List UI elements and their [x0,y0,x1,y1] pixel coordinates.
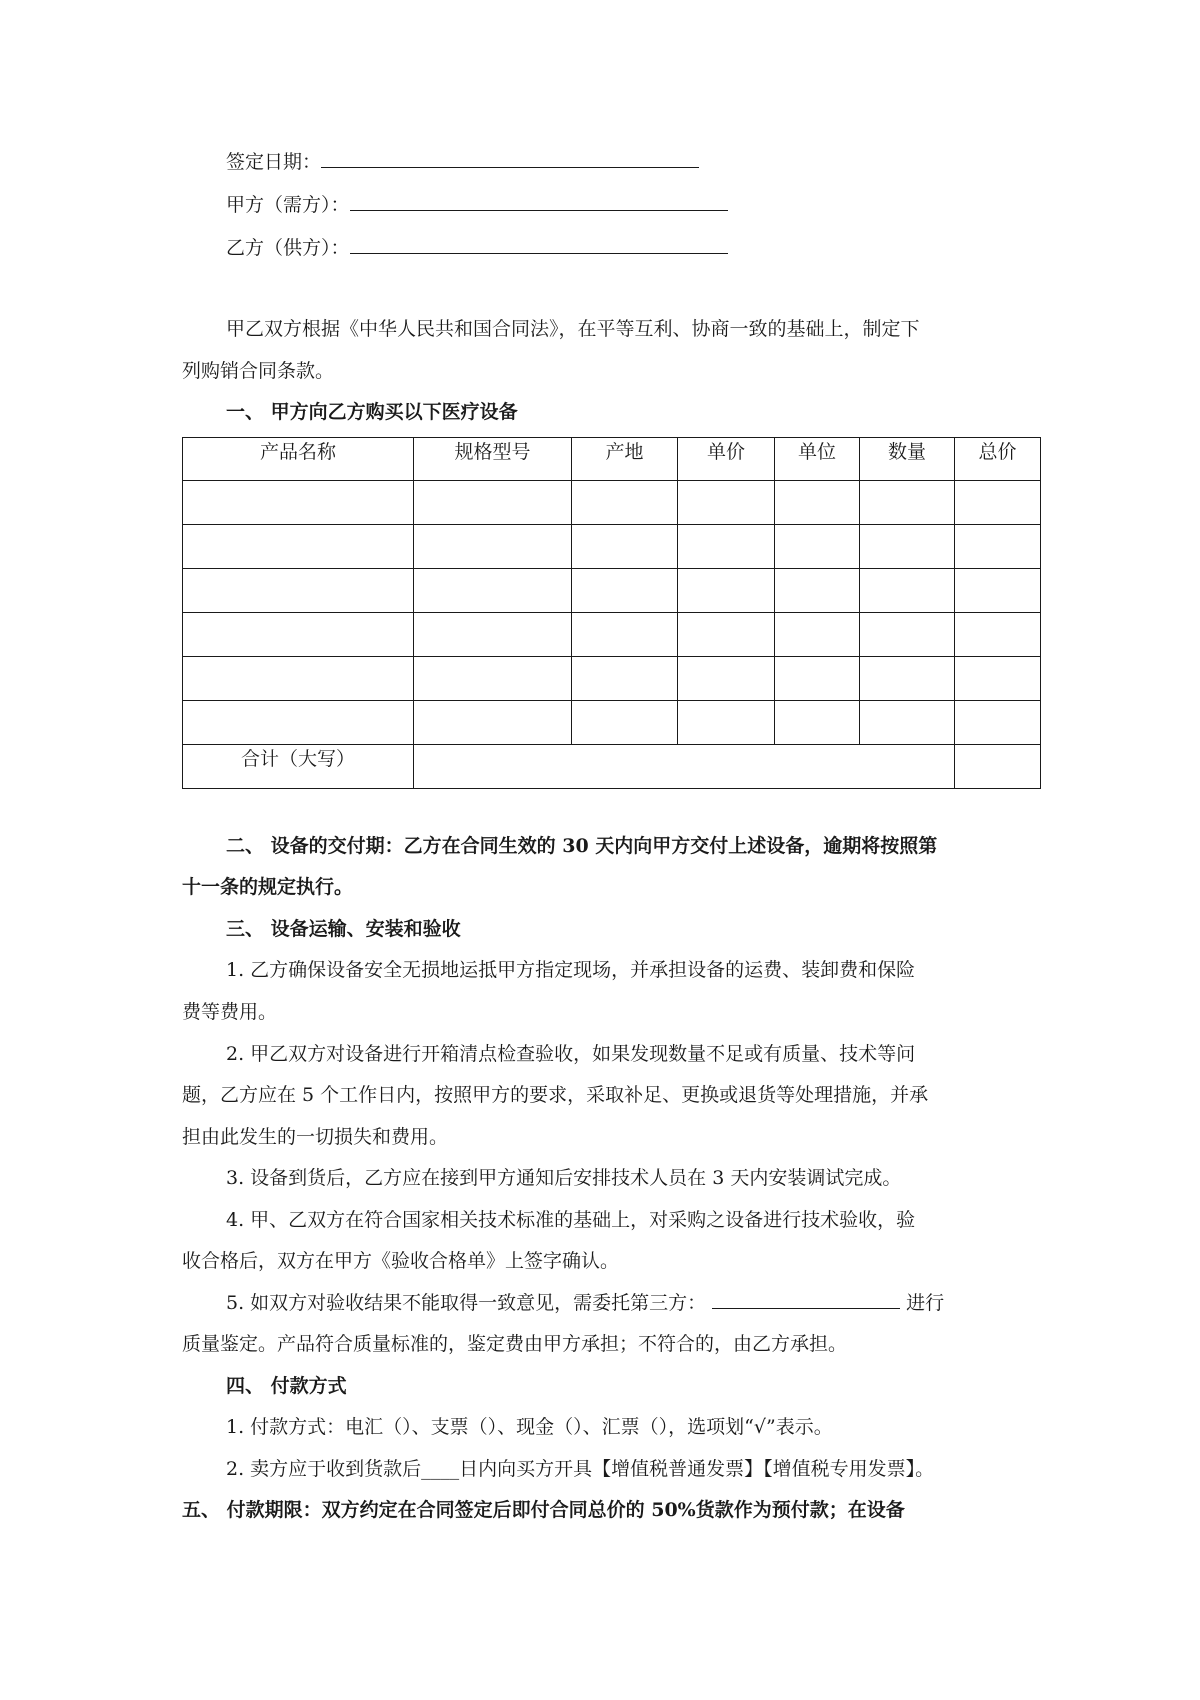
section-2-line-2: 十一条的规定执行。 [182,876,354,898]
intro-line-1: 甲乙双方根据《中华人民共和国合同法》，在平等互利、协商一致的基础上，制定下 [226,318,920,340]
party-a-blank[interactable] [350,193,728,211]
table-cell[interactable] [572,657,678,701]
sign-date-blank[interactable] [321,150,699,168]
section-4-item-1: 1. 付款方式：电汇（）、支票（）、现金（）、汇票（），选项划“√”表示。 [226,1416,833,1438]
section-3-item-2-line-1: 2. 甲乙双方对设备进行开箱清点检查验收，如果发现数量不足或有质量、技术等问 [226,1043,916,1065]
section-3-item-5-line-1 [226,1291,944,1315]
table-cell[interactable] [414,525,572,569]
col-header-spec-model: 规格型号 [414,438,572,481]
table-row [183,613,1041,657]
table-cell[interactable] [860,569,955,613]
table-cell[interactable] [775,481,860,525]
sign-date-field [226,150,699,174]
section-4-item-2 [226,1457,934,1481]
invoice-days-blank[interactable]: ____ [421,1458,460,1480]
table-cell[interactable] [183,525,414,569]
total-amount-words-cell[interactable] [414,745,955,789]
section-4-item-2-suffix: 日内向买方开具【增值税普通发票】【增值税专用发票】。 [459,1458,935,1480]
table-row [183,701,1041,745]
section-2-line-1: 二、 设备的交付期：乙方在合同生效的 30 天内向甲方交付上述设备，逾期将按照第 [226,835,938,857]
table-cell[interactable] [572,569,678,613]
section-4-title: 四、 付款方式 [226,1375,347,1397]
table-cell[interactable] [572,525,678,569]
total-label: 合计（大写） [183,745,414,789]
table-cell[interactable] [955,701,1041,745]
table-row [183,525,1041,569]
table-cell[interactable] [572,613,678,657]
table-cell[interactable] [678,613,775,657]
col-header-unit: 单位 [775,438,860,481]
section-4-item-2-text: 2. 卖方应于收到货款后 [226,1458,422,1480]
col-header-unit-price: 单价 [678,438,775,481]
table-cell[interactable] [860,481,955,525]
party-b-blank[interactable] [350,236,728,254]
section-3-item-2-line-2: 题，乙方应在 5 个工作日内，按照甲方的要求，采取补足、更换或退货等处理措施，并承 [182,1084,929,1106]
party-b-field [226,236,728,260]
section-3-item-4-line-1: 4. 甲、乙双方在符合国家相关技术标准的基础上，对采购之设备进行技术验收，验 [226,1209,916,1231]
table-total-row [183,745,1041,789]
section-3-item-2-line-3: 担由此发生的一切损失和费用。 [182,1126,449,1148]
section-1-title: 一、 甲方向乙方购买以下医疗设备 [226,401,518,423]
section-3-item-5-line-2: 质量鉴定。产品符合质量标准的，鉴定费由甲方承担；不符合的，由乙方承担。 [182,1333,848,1355]
table-cell[interactable] [183,569,414,613]
table-cell[interactable] [414,657,572,701]
table-row [183,481,1041,525]
table-cell[interactable] [775,569,860,613]
party-a-field [226,193,728,217]
table-cell[interactable] [414,569,572,613]
table-cell[interactable] [955,657,1041,701]
section-3-item-1-line-1: 1. 乙方确保设备安全无损地运抵甲方指定现场，并承担设备的运费、装卸费和保险 [226,959,916,981]
table-cell[interactable] [678,701,775,745]
section-3-item-3-line-1: 3. 设备到货后，乙方应在接到甲方通知后安排技术人员在 3 天内安装调试完成。 [226,1167,902,1189]
table-row [183,569,1041,613]
section-3-item-5-text: 5. 如双方对验收结果不能取得一致意见，需委托第三方： [226,1292,707,1314]
table-cell[interactable] [775,613,860,657]
table-cell[interactable] [860,701,955,745]
table-cell[interactable] [955,481,1041,525]
table-cell[interactable] [183,701,414,745]
section-3-title: 三、 设备运输、安装和验收 [226,918,461,940]
table-cell[interactable] [775,525,860,569]
table-cell[interactable] [572,481,678,525]
intro-line-2: 列购销合同条款。 [182,360,335,382]
table-cell[interactable] [414,701,572,745]
table-cell[interactable] [955,525,1041,569]
col-header-product-name: 产品名称 [183,438,414,481]
col-header-origin: 产地 [572,438,678,481]
third-party-blank[interactable] [712,1291,900,1309]
table-header-row [183,438,1041,481]
table-cell[interactable] [955,613,1041,657]
table-cell[interactable] [678,657,775,701]
equipment-table [182,437,1041,789]
table-cell[interactable] [860,613,955,657]
col-header-quantity: 数量 [860,438,955,481]
total-amount-cell[interactable] [955,745,1041,789]
section-5-line-1: 五、 付款期限：双方约定在合同签定后即付合同总价的 50%货款作为预付款；在设备 [182,1499,905,1521]
table-cell[interactable] [183,613,414,657]
table-cell[interactable] [860,525,955,569]
section-3-item-4-line-2: 收合格后，双方在甲方《验收合格单》上签字确认。 [182,1250,620,1272]
table-cell[interactable] [183,481,414,525]
sign-date-label: 签定日期： [226,151,322,173]
table-cell[interactable] [678,569,775,613]
table-cell[interactable] [414,613,572,657]
section-3-item-1-line-2: 费等费用。 [182,1001,278,1023]
table-cell[interactable] [678,525,775,569]
section-3-item-5-suffix: 进行 [906,1292,945,1314]
col-header-total-price: 总价 [955,438,1041,481]
table-cell[interactable] [572,701,678,745]
party-b-label: 乙方（供方）： [226,237,350,259]
table-cell[interactable] [414,481,572,525]
table-cell[interactable] [775,657,860,701]
table-cell[interactable] [860,657,955,701]
table-cell[interactable] [775,701,860,745]
table-cell[interactable] [955,569,1041,613]
table-cell[interactable] [678,481,775,525]
party-a-label: 甲方（需方）： [226,194,350,216]
table-cell[interactable] [183,657,414,701]
table-row [183,657,1041,701]
